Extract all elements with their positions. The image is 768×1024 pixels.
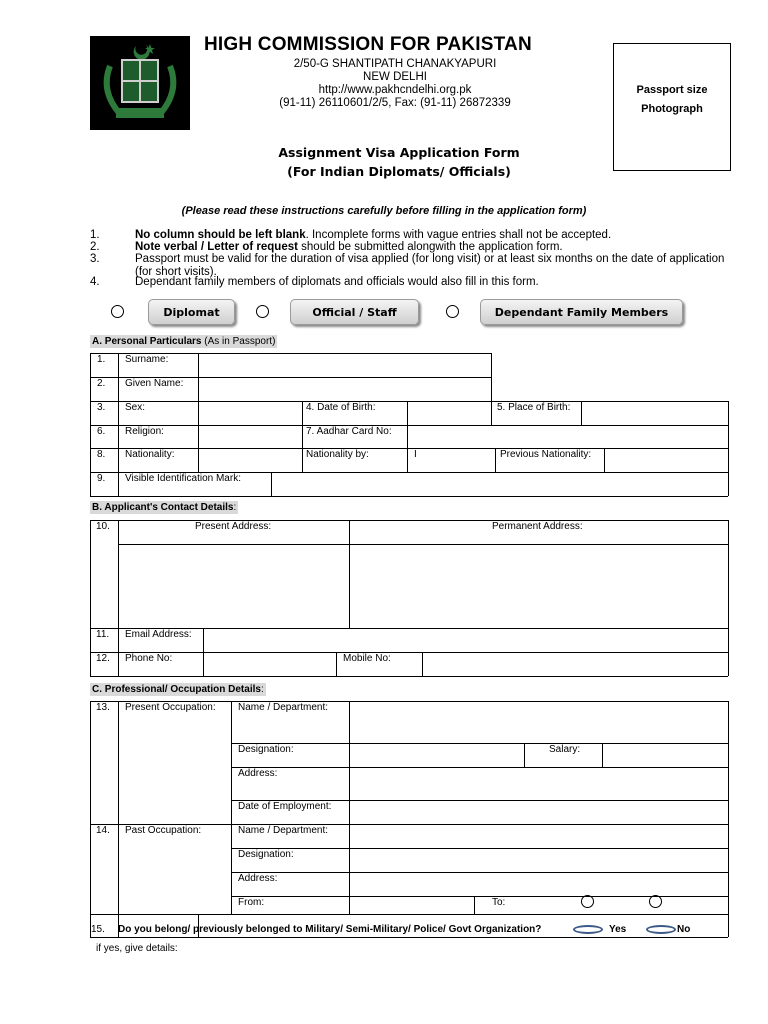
address-line-2: NEW DELHI	[363, 71, 427, 83]
page-title: HIGH COMMISSION FOR PAKISTAN	[204, 34, 532, 55]
section-c-colon: :	[260, 684, 264, 695]
present-occupation-address-field[interactable]	[350, 768, 727, 799]
section-a-title: A. Personal Particulars	[92, 336, 202, 347]
past-designation-field[interactable]	[350, 849, 727, 871]
row-number: 15.	[91, 924, 105, 935]
instruction-bold: No column should be left blank	[135, 229, 306, 241]
no-option[interactable]	[646, 925, 676, 934]
nationality-by-value[interactable]: I	[414, 449, 417, 460]
row-number: 3.	[97, 402, 106, 413]
official-staff-radio[interactable]	[256, 305, 269, 318]
section-b-title: B. Applicant's Contact Details	[92, 502, 234, 513]
nationality-label: Nationality:	[125, 449, 175, 460]
diplomat-button[interactable]: Diplomat	[148, 299, 235, 325]
official-staff-button[interactable]: Official / Staff	[290, 299, 419, 325]
photo-label-1: Passport size	[636, 84, 708, 96]
instructions-heading: (Please read these instructions carefully before filling in the application form)	[181, 205, 587, 217]
phone-label: Phone No:	[125, 653, 173, 664]
name-department-label: Name / Department:	[238, 702, 329, 713]
section-a-heading	[90, 335, 277, 348]
row-number: 10.	[96, 521, 110, 532]
instruction-text: Passport must be valid for the duration of visa applied (for long visit) or at least six months on the date of application (for short visits).	[135, 253, 725, 278]
mobile-field[interactable]	[423, 653, 727, 675]
sex-label: Sex:	[125, 402, 146, 413]
no-label: No	[677, 924, 691, 935]
phone-fax: (91-11) 26110601/2/5, Fax: (91-11) 26872339	[279, 97, 511, 109]
date-of-birth-field[interactable]	[408, 402, 490, 424]
section-c-heading	[90, 683, 266, 696]
past-address-field[interactable]	[350, 873, 727, 895]
given-name-label: Given Name:	[125, 378, 184, 389]
place-of-birth-label: 5. Place of Birth:	[497, 402, 571, 413]
past-occupation-label: Past Occupation:	[125, 825, 202, 836]
nationality-by-label: Nationality by:	[306, 449, 369, 460]
designation-label: Designation:	[238, 744, 294, 755]
section-a-note: (As in Passport)	[201, 336, 276, 347]
photo-label-2: Photograph	[641, 103, 703, 115]
aadhar-field[interactable]	[408, 426, 727, 447]
place-of-birth-field[interactable]	[582, 402, 727, 424]
salary-field[interactable]	[603, 744, 727, 766]
surname-field[interactable]	[199, 354, 490, 376]
address-label: Address:	[238, 873, 278, 884]
instruction-number: 1.	[90, 229, 100, 241]
row-number: 2.	[97, 378, 106, 389]
section-c-title: C. Professional/ Occupation Details	[92, 684, 261, 695]
permanent-address-field[interactable]	[350, 545, 727, 627]
form-title: Assignment Visa Application Form	[278, 145, 520, 160]
previous-nationality-field[interactable]	[605, 449, 727, 471]
mobile-label: Mobile No:	[343, 653, 391, 664]
sex-field[interactable]	[199, 402, 301, 424]
instruction-number: 2.	[90, 241, 100, 253]
to-field[interactable]	[520, 897, 570, 913]
pakistan-emblem-logo	[90, 36, 190, 130]
instruction-number: 3.	[90, 253, 100, 265]
instruction-bold: Note verbal / Letter of request	[135, 241, 298, 253]
website-link[interactable]: http://www.pakhcndelhi.org.pk	[318, 84, 472, 96]
passport-photo-box	[613, 43, 731, 171]
row-number: 9.	[97, 473, 106, 484]
form-subtitle: (For Indian Diplomats/ Officials)	[287, 164, 511, 179]
details-label: if yes, give details:	[96, 943, 178, 954]
dependant-family-button[interactable]: Dependant Family Members	[480, 299, 683, 325]
row-number: 14.	[96, 825, 110, 836]
from-field[interactable]	[350, 897, 473, 913]
previous-nationality-label: Previous Nationality:	[500, 449, 592, 460]
email-label: Email Address:	[125, 629, 192, 640]
instruction-number: 4.	[90, 276, 100, 288]
row-number: 12.	[96, 653, 110, 664]
yes-option[interactable]	[573, 925, 603, 934]
email-field[interactable]	[204, 629, 727, 651]
date-of-employment-label: Date of Employment:	[238, 801, 332, 812]
address-label: Address:	[238, 768, 278, 779]
date-of-employment-field[interactable]	[350, 801, 727, 823]
diplomat-radio[interactable]	[111, 305, 124, 318]
instruction-text: should be submitted alongwith the application form.	[297, 241, 563, 253]
religion-field[interactable]	[199, 426, 301, 447]
name-department-label: Name / Department:	[238, 825, 329, 836]
present-department-field[interactable]	[350, 702, 727, 742]
dependant-radio[interactable]	[446, 305, 459, 318]
no-radio-circle[interactable]	[649, 895, 662, 908]
nationality-field[interactable]	[199, 449, 301, 471]
address-line-1: 2/50-G SHANTIPATH CHANAKYAPURI	[293, 58, 497, 70]
present-designation-field[interactable]	[350, 744, 523, 766]
to-label: To:	[492, 897, 506, 908]
section-b-colon: :	[233, 502, 237, 513]
present-occupation-label: Present Occupation:	[125, 702, 216, 713]
designation-label: Designation:	[238, 849, 294, 860]
row-number: 11.	[96, 629, 110, 640]
permanent-address-label: Permanent Address:	[492, 521, 583, 532]
section-b-heading	[90, 501, 238, 514]
row-number: 8.	[97, 449, 106, 460]
military-details-field[interactable]	[180, 942, 728, 956]
row-number: 13.	[96, 702, 110, 713]
surname-label: Surname:	[125, 354, 169, 365]
date-of-birth-label: 4. Date of Birth:	[306, 402, 376, 413]
salary-label: Salary:	[549, 744, 581, 755]
identification-mark-label: Visible Identification Mark:	[125, 473, 241, 484]
yes-radio-circle[interactable]	[581, 895, 594, 908]
instruction-item	[90, 276, 768, 290]
past-department-field[interactable]	[350, 825, 727, 847]
identification-mark-field[interactable]	[272, 473, 727, 495]
military-question: Do you belong/ previously belonged to Military/ Semi-Military/ Police/ Govt Organization?	[118, 924, 542, 935]
religion-label: Religion:	[125, 426, 164, 437]
instruction-text: . Incomplete forms with vague entries shall not be accepted.	[305, 229, 612, 241]
present-address-field[interactable]	[119, 545, 348, 627]
instruction-text: Dependant family members of diplomats and officials would also fill in this form.	[135, 276, 539, 288]
given-name-field[interactable]	[199, 378, 490, 400]
phone-field[interactable]	[204, 653, 335, 675]
row-number: 6.	[97, 426, 106, 437]
row-number: 1.	[97, 354, 106, 365]
from-label: From:	[238, 897, 265, 908]
present-address-label: Present Address:	[195, 521, 272, 532]
aadhar-label: 7. Aadhar Card No:	[306, 426, 392, 437]
yes-label: Yes	[609, 924, 627, 935]
